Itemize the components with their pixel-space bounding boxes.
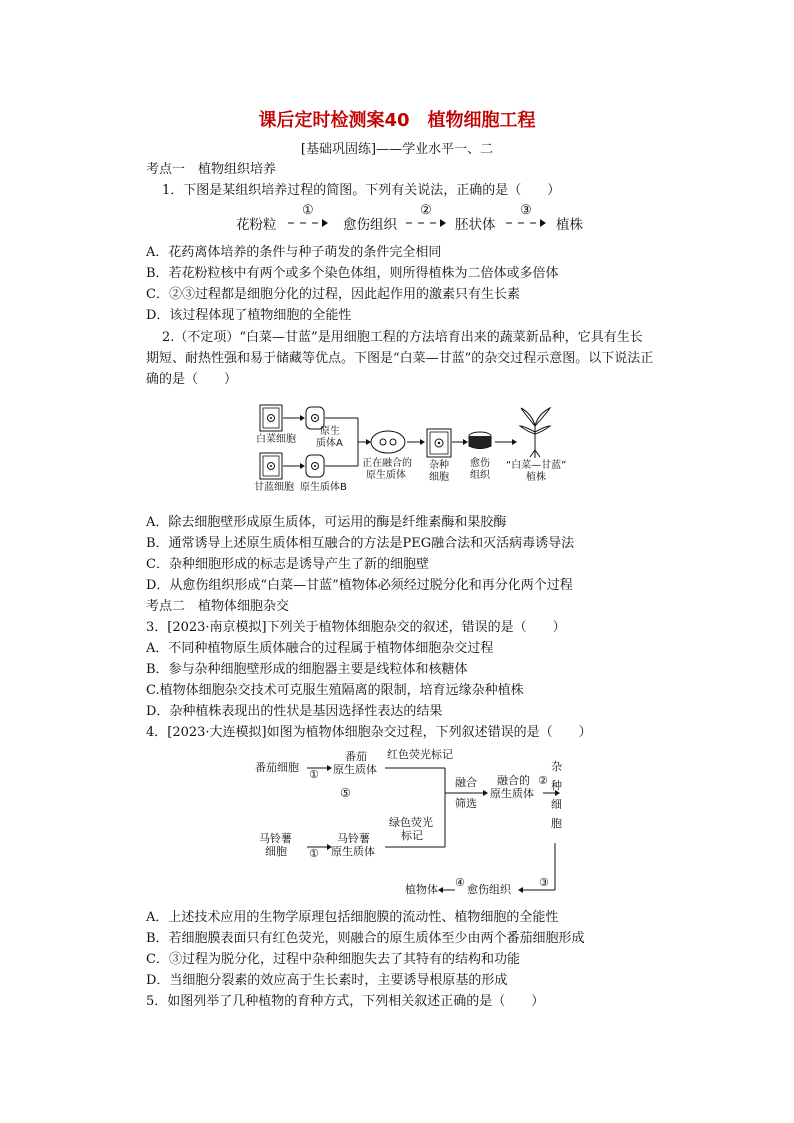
dash-arrow-icon [506, 211, 546, 241]
q2-fig-plant-2: 植株 [526, 472, 546, 483]
dash-arrow-icon [288, 211, 328, 241]
kaodian-2-heading: 考点二 植物体细胞杂交 [146, 599, 290, 614]
q4-fig-step-3: ③ [539, 876, 549, 889]
q1-option-a: A．花药离体培养的条件与种子萌发的条件完全相同 [146, 245, 442, 260]
q1-flow-step-2: ② [420, 203, 432, 218]
q4-fig-step-1a: ① [309, 768, 319, 781]
q3-stem: 3．[2023·南京模拟]下列关于植物体细胞杂交的叙述，错误的是（ ） [146, 620, 566, 635]
q2-fig-fusing-2: 原生质体 [366, 470, 406, 481]
q4-fig-tomato-protoplast-2: 原生质体 [333, 763, 377, 776]
q2-fig-protoplast-b: 原生质体B [300, 482, 347, 493]
q4-option-d: D．当细胞分裂素的效应高于生长素时，主要诱导根原基的形成 [146, 973, 508, 988]
q1-flow-pollen: 花粉粒 [236, 217, 277, 233]
q4-fig-tomato-protoplast-1: 番茄 [345, 750, 367, 763]
q4-fig-tomato-cell: 番茄细胞 [255, 761, 299, 774]
q2-fig-callus-1: 愈伤 [470, 458, 490, 469]
q2-figure-drawing [250, 402, 570, 498]
q2-fig-hybrid-1: 杂种 [429, 460, 449, 471]
q4-fig-hybrid-3: 细 [551, 798, 562, 811]
q1-flow-plant: 植株 [556, 217, 583, 233]
q4-fig-potato-protoplast-2: 原生质体 [331, 845, 375, 858]
q3-option-d: D．杂种植株表现出的性状是基因选择性表达的结果 [146, 704, 443, 719]
q4-fig-potato-cell-1: 马铃薯 [259, 832, 292, 845]
q1-option-b: B．若花粉粒核中有两个或多个染色体组，则所得植株为二倍体或多倍体 [146, 266, 559, 281]
q1-flow-step-1: ① [302, 203, 314, 218]
q2-figure [250, 402, 570, 498]
q4-fig-step-4: ④ [455, 876, 465, 889]
section-subtitle: [基础巩固练]——学业水平一、二 [300, 142, 494, 157]
q4-stem: 4．[2023·大连模拟]如图为植物体细胞杂交过程，下列叙述错误的是（ ） [146, 725, 592, 740]
q1-flow-embryoid: 胚状体 [455, 217, 496, 233]
dash-arrow-icon [406, 211, 446, 241]
q2-fig-plant-1: “白菜—甘蓝” [506, 460, 567, 471]
q4-fig-step-1b: ① [309, 847, 319, 860]
page-title: 课后定时检测案40 植物细胞工程 [258, 110, 536, 131]
q4-fig-step-2: ② [538, 774, 548, 787]
q4-fig-potato-cell-2: 细胞 [265, 845, 287, 858]
q4-fig-green-1: 绿色荧光 [389, 816, 433, 829]
q4-fig-red-label: 红色荧光标记 [387, 748, 453, 761]
q2-option-b: B．通常诱导上述原生质体相互融合的方法是PEG融合法和灭活病毒诱导法 [146, 536, 575, 551]
q1-option-d: D．该过程体现了植物细胞的全能性 [146, 308, 352, 323]
q4-option-b: B．若细胞膜表面只有红色荧光，则融合的原生质体至少由两个番茄细胞形成 [146, 931, 585, 946]
q1-flow-callus: 愈伤组织 [343, 217, 397, 233]
q3-option-a: A．不同种植物原生质体融合的过程属于植物体细胞杂交过程 [146, 641, 494, 656]
q4-fig-step-5: ⑤ [340, 786, 351, 800]
q4-fig-green-2: 标记 [401, 829, 423, 842]
q4-fig-hybrid-1: 杂 [551, 760, 562, 773]
q2-fig-protoplast-a-1: 原生 [320, 426, 340, 437]
q2-fig-hybrid-2: 细胞 [429, 472, 449, 483]
q4-fig-potato-protoplast-1: 马铃薯 [337, 832, 370, 845]
q2-stem-line-2: 期短、耐热性强和易于储藏等优点。下图是“白菜—甘蓝”的杂交过程示意图。以下说法正 [146, 351, 654, 366]
q2-fig-cabbage-cell: 白菜细胞 [256, 434, 296, 445]
q2-option-c: C．杂种细胞形成的标志是诱导产生了新的细胞壁 [146, 557, 429, 572]
q4-fig-hybrid-2: 种 [551, 779, 562, 792]
q5-stem: 5．如图列举了几种植物的育种方式，下列相关叙述正确的是（ ） [146, 994, 545, 1009]
q2-stem-line-1: 2.（不定项）“白菜—甘蓝”是用细胞工程的方法培育出来的蔬菜新品种，它具有生长 [162, 330, 643, 345]
q2-option-a: A．除去细胞壁形成原生质体，可运用的酶是纤维素酶和果胶酶 [146, 515, 507, 530]
q2-fig-callus-2: 组织 [470, 470, 490, 481]
q4-fig-fused-1: 融合的 [497, 774, 530, 787]
q3-option-b: B．参与杂种细胞壁形成的细胞器主要是线粒体和核糖体 [146, 662, 468, 677]
q4-fig-callus: 愈伤组织 [467, 883, 511, 896]
q4-fig-plant: 植物体 [405, 883, 438, 896]
q4-option-a: A．上述技术应用的生物学原理包括细胞膜的流动性、植物细胞的全能性 [146, 910, 559, 925]
q1-stem: 1．下图是某组织培养过程的简图。下列有关说法，正确的是（ ） [162, 183, 561, 198]
q4-fig-fused-2: 原生质体 [490, 787, 534, 800]
q4-option-c: C．③过程为脱分化，过程中杂种细胞失去了其特有的结构和功能 [146, 952, 520, 967]
q2-fig-fusing-1: 正在融合的 [362, 458, 412, 469]
q2-fig-kale-cell: 甘蓝细胞 [254, 482, 294, 493]
q3-option-c: C.植物体细胞杂交技术可克服生殖隔离的限制，培育远缘杂种植株 [146, 683, 524, 698]
q2-option-d: D．从愈伤组织形成“白菜—甘蓝”植物体必须经过脱分化和再分化两个过程 [146, 578, 573, 593]
q4-fig-screen: 筛选 [455, 797, 477, 810]
q1-option-c: C．②③过程都是细胞分化的过程，因此起作用的激素只有生长素 [146, 287, 520, 302]
q4-fig-fuse: 融合 [455, 776, 477, 789]
q4-figure [255, 745, 585, 905]
q4-fig-hybrid-4: 胞 [551, 817, 562, 830]
q1-flow-step-3: ③ [520, 203, 532, 218]
q2-stem-line-3: 确的是（ ） [146, 372, 238, 387]
kaodian-1-heading: 考点一 植物组织培养 [146, 162, 277, 177]
q2-fig-protoplast-a-2: 质体A [316, 438, 343, 449]
